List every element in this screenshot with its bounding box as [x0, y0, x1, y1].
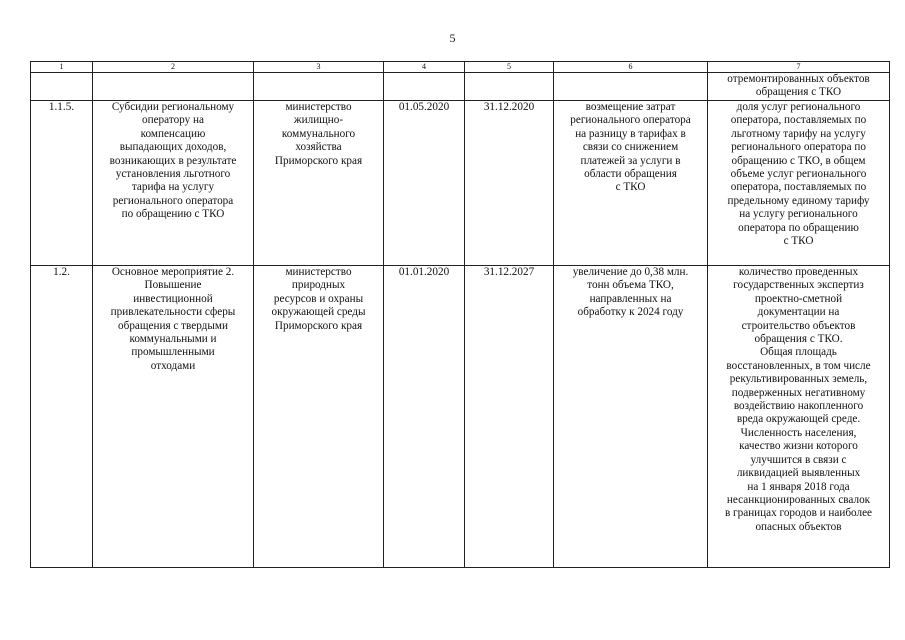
expected-result-cell: увеличение до 0,38 млн. тонн объема ТКО, направленных на обработку к 2024 году [554, 266, 708, 568]
column-number: 4 [384, 62, 465, 73]
executor-cell: министерство жилищно- коммунального хозяйства Приморского края [254, 101, 384, 266]
empty-cell [93, 73, 254, 101]
indicator-cell: доля услуг регионального оператора, поставляемых по льготному тарифу на услугу регионального оператора по обращению с ТКО, в общем объеме услуг регионального оператора, поставляемых по предельному единому тарифу на услугу регионального оператора по обращению с ТКО [708, 101, 890, 266]
column-number: 5 [465, 62, 554, 73]
column-number: 1 [31, 62, 93, 73]
empty-cell [554, 73, 708, 101]
column-number: 3 [254, 62, 384, 73]
executor-cell: министерство природных ресурсов и охраны окружающей среды Приморского края [254, 266, 384, 568]
column-number-row [31, 62, 890, 73]
item-number-cell: 1.1.5. [31, 101, 93, 266]
column-number: 2 [93, 62, 254, 73]
empty-cell [31, 73, 93, 101]
measure-name-cell: Субсидии региональному оператору на компенсацию выпадающих доходов, возникающих в результате установления льготного тарифа на услугу регионального оператора по обращению с ТКО [93, 101, 254, 266]
start-date-cell: 01.05.2020 [384, 101, 465, 266]
expected-result-cell: возмещение затрат регионального оператора на разницу в тарифах в связи со снижением платежей за услуги в области обращения с ТКО [554, 101, 708, 266]
empty-cell [384, 73, 465, 101]
page-number: 5 [449, 31, 456, 45]
measures-table [30, 61, 890, 568]
start-date-cell: 01.01.2020 [384, 266, 465, 568]
continuation-row [31, 73, 890, 101]
column-number: 7 [708, 62, 890, 73]
indicator-cell: отремонтированных объектов обращения с ТКО [708, 73, 890, 101]
end-date-cell: 31.12.2027 [465, 266, 554, 568]
table-row [31, 266, 890, 568]
item-number-cell: 1.2. [31, 266, 93, 568]
measure-name-cell: Основное мероприятие 2. Повышение инвестиционной привлекательности сферы обращения с твердыми коммунальными и промышленными отходами [93, 266, 254, 568]
indicator-cell: количество проведенных государственных экспертиз проектно-сметной документации на строительство объектов обращения с ТКО. Общая площадь восстановленных, в том числе рекультивированных земель, подверженных негативному воздействию накопленного вреда окружающей среде. Численность населения, качество жизни которого улучшится в связи с ликвидацией выявленных на 1 января 2018 года несанкционированных свалок в границах городов и наиболее опасных объектов [708, 266, 890, 568]
end-date-cell: 31.12.2020 [465, 101, 554, 266]
empty-cell [254, 73, 384, 101]
table-row [31, 101, 890, 266]
column-number: 6 [554, 62, 708, 73]
empty-cell [465, 73, 554, 101]
